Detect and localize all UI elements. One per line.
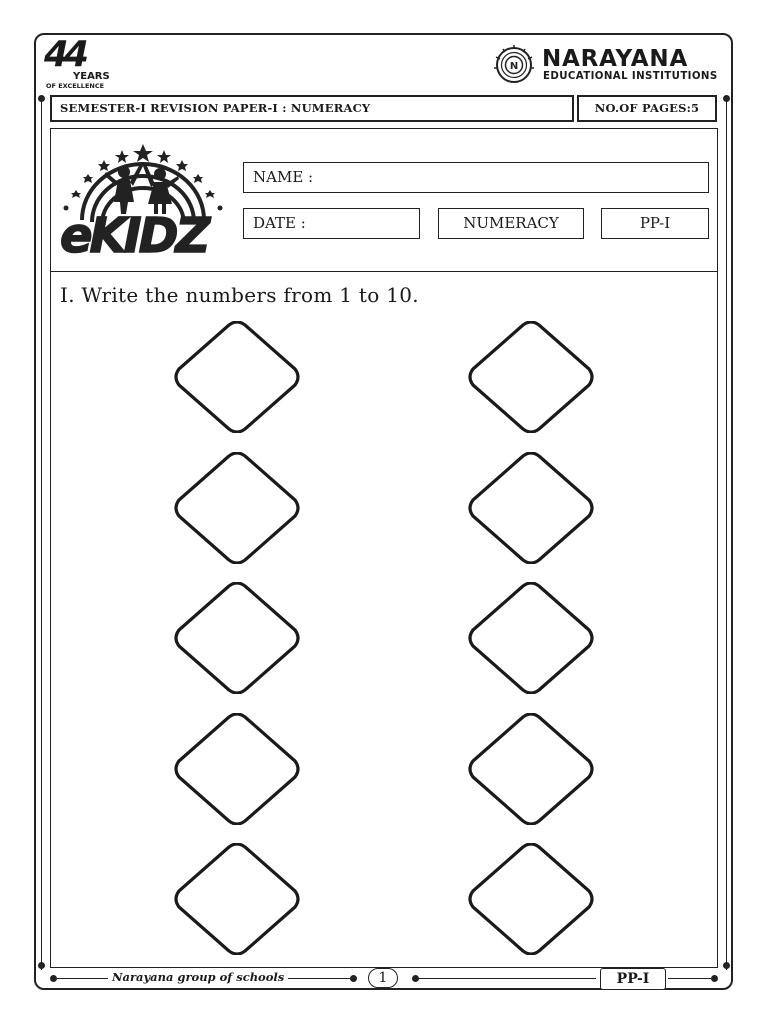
level-label: PP-I (639, 214, 671, 232)
rail-dot (38, 95, 45, 102)
right-rail (726, 98, 727, 970)
anniversary-excellence: OF EXCELLENCE (46, 82, 105, 90)
header-divider (50, 271, 718, 272)
footer-school: Narayana group of schools (108, 970, 288, 984)
ekidz-logo (58, 142, 228, 260)
footer-dot (412, 975, 419, 982)
footer-dot (50, 975, 57, 982)
institution-name: NARAYANA (542, 46, 689, 72)
paper-title: SEMESTER-I REVISION PAPER-I : NUMERACY (60, 101, 371, 115)
level-box (601, 208, 709, 239)
subject-box (438, 208, 584, 239)
anniversary-years: YEARS (73, 71, 110, 82)
answer-diamond[interactable] (467, 713, 595, 825)
answer-diamond[interactable] (467, 582, 595, 694)
page-count: NO.OF PAGES:5 (594, 101, 700, 115)
question-text: I. Write the numbers from 1 to 10. (60, 283, 419, 307)
page-count-box (577, 95, 717, 122)
anniversary-number: 44 (44, 34, 85, 75)
rail-dot (38, 962, 45, 969)
footer-rule-middle (416, 978, 596, 979)
footer-page-number: 1 (368, 968, 398, 988)
paper-title-box (50, 95, 574, 122)
answer-diamond[interactable] (173, 452, 301, 564)
answer-diamond[interactable] (173, 321, 301, 433)
date-field[interactable] (243, 208, 420, 239)
footer-rule-right (668, 978, 714, 979)
institution-tagline: EDUCATIONAL INSTITUTIONS (543, 71, 718, 82)
footer-dot (350, 975, 357, 982)
answer-diamond[interactable] (173, 582, 301, 694)
rail-dot (723, 962, 730, 969)
answer-diamond[interactable] (467, 321, 595, 433)
footer-dot (711, 975, 718, 982)
name-label: NAME : (253, 168, 314, 186)
name-field[interactable] (243, 162, 709, 193)
anniversary-logo (44, 34, 124, 92)
subject-label: NUMERACY (463, 214, 559, 232)
institution-emblem-icon (490, 44, 538, 84)
answer-diamond[interactable] (173, 843, 301, 955)
answer-diamond[interactable] (173, 713, 301, 825)
date-label: DATE : (253, 214, 306, 232)
svg-text:N: N (509, 61, 519, 72)
left-rail (41, 98, 42, 970)
footer-level: PP-I (600, 968, 666, 990)
ekidz-children-icon (58, 142, 228, 260)
rail-dot (723, 95, 730, 102)
ekidz-wordmark: eKIDZ (60, 208, 208, 260)
answer-diamond[interactable] (467, 452, 595, 564)
institution-logo (490, 44, 726, 84)
answer-diamond[interactable] (467, 843, 595, 955)
